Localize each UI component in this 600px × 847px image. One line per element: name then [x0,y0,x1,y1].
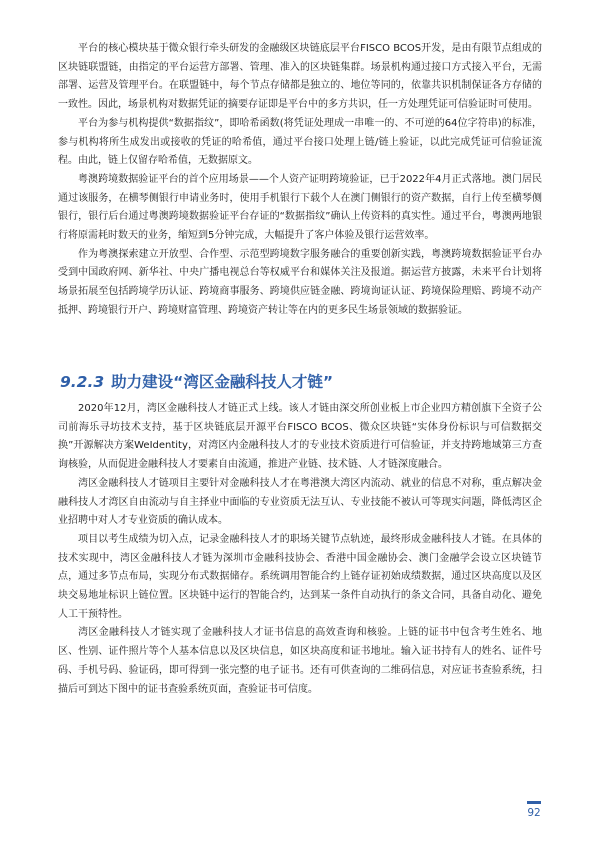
paragraph: 作为粤澳探索建立开放型、合作型、示范型跨境数字服务融合的重要创新实践，粤澳跨境数据验证平台办受到中国政府网、新华社、中央广播电视总台等权威平台和媒体关注及报道。据运营方披露，未来平台计划将场景拓展至包括跨境学历认证、跨境商事服务、跨境供应链金融、跨境询证认证、跨境保险理赔、跨境不动产抵押、跨境银行开户、跨境财富管理、跨境资产转让等在内的更多民生场景领域的数据验证。 [58,248,542,316]
body-text-bottom [58,400,542,699]
paragraph: 项目以考生成绩为切入点，记录金融科技人才的职场关键节点轨迹，最终形成金融科技人才链。在具体的技术实现中，湾区金融科技人才链为深圳市金融科技协会、香港中国金融协会、澳门金融学会设立区块链节点，通过多节点布局，实现分布式数据储存。系统调用智能合约上链存证初始成绩数据，通过区块高度以及区块交易地址标识上链位置。区块链中运行的智能合约，达到某一条件自动执行的条文合同，具备自动化、避免人工干预特性。 [58,533,542,620]
body-text-top [58,40,542,321]
page-number-bar [527,801,541,804]
paragraph: 湾区金融科技人才链实现了金融科技人才证书信息的高效查询和核验。上链的证书中包含考生姓名、地区、性别、证件照片等个人基本信息以及区块信息，如区块高度和证书地址。输入证书持有人的姓名、证件号码、手机号码、验证码，即可得到一张完整的电子证书。还有可供查询的二维码信息，对应证书查验系统，扫描后可到达下图中的证书查验系统页面，查验证书可信度。 [58,627,542,695]
section-number: 9.2.3 [60,373,105,391]
page-number: 92 [527,807,541,819]
paragraph: 湾区金融科技人才链项目主要针对金融科技人才在粤港澳大湾区内流动、就业的信息不对称，重点解决金融科技人才湾区自由流动与自主择业中面临的专业资质无法互认、专业技能不被认可等现实问题，降低湾区企业招聘中对人才专业资质的确认成本。 [58,477,542,527]
section-heading [60,372,333,392]
section-title: 助力建设“湾区金融科技人才链” [111,373,334,391]
paragraph: 平台为参与机构提供“数据指纹”，即哈希函数(将凭证处理成一串唯一的、不可逆的64位字符串)的标准，参与机构将所生成发出或接收的凭证的哈希值，通过平台接口处理上链/链上验证，以此完成凭证可信验证流程。由此，链上仅留存哈希值，无数据原文。 [58,117,542,167]
paragraph: 2020年12月，湾区金融科技人才链正式上线。该人才链由深交所创业板上市企业四方精创旗下全资子公司前海乐寻坊技术支持，基于区块链底层开源平台FISCO BCOS、微众区块链“实体身份标识与可信数据交换”开源解决方案WeIdentity，对湾区内金融科技人才的专业技术资质进行可信验证，并支持跨地域第三方查询核验，从而促进金融科技人才要素自由流通，推进产业链、技术链、人才链深度融合。 [58,403,542,471]
paragraph: 粤澳跨境数据验证平台的首个应用场景——个人资产证明跨境验证，已于2022年4月正式落地。澳门居民通过该服务，在横琴侧银行申请业务时，使用手机银行下载个人在澳门侧银行的资产数据，自行上传至横琴侧银行，银行后台通过粤澳跨境数据验证平台存证的“数据指纹”确认上传资料的真实性。通过平台，粤澳两地银行将原需耗时数天的业务，缩短到5分钟完成，大幅提升了客户体验及银行运营效率。 [58,173,542,242]
paragraph: 平台的核心模块基于微众银行牵头研发的金融级区块链底层平台FISCO BCOS开发，是由有限节点组成的区块链联盟链，由指定的平台运营方部署、管理、准入的区块链集群。场景机构通过接口方式接入平台，无需部署、运营及管理平台。在联盟链中，每个节点存储都是独立的、地位等同的，依靠共识机制保证各方存储的一致性。因此，场景机构对数据凭证的摘要存证即是平台中的多方共识，任一方处理凭证可信验证时可使用。 [58,43,542,111]
